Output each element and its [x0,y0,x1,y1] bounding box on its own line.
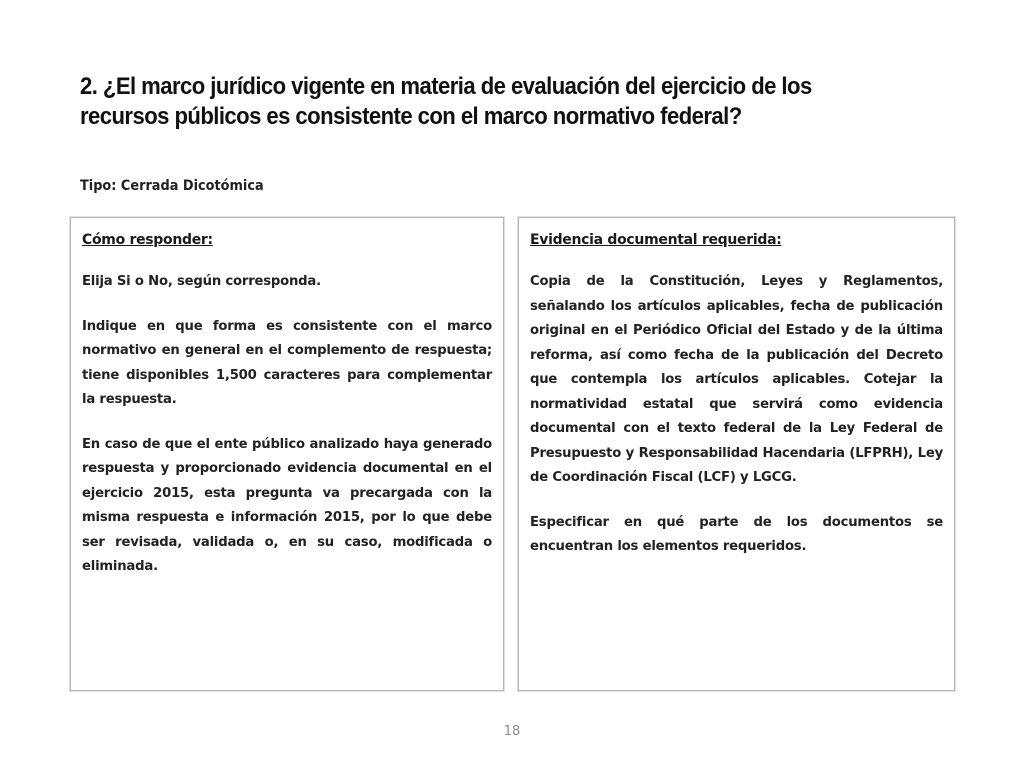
question-title: 2. ¿El marco jurídico vigente en materia de evaluación del ejercicio de los recursos públicos es consistente con el marco normativo federal? [80,73,812,130]
page-number: 18 [503,724,521,739]
how-to-answer-panel [70,217,504,691]
instruction-paragraph: Indique en que forma es consistente con el marco normativo en general en el complemento de respuesta; tiene disponibles 1,500 caracteres para complementar la respuesta. [82,318,492,407]
instruction-paragraph: En caso de que el ente público analizado haya generado respuesta y proporcionado evidencia documental en el ejercicio 2015, esta pregunta va precargada con la misma respuesta e información 2015, por lo que debe ser revisada, validada o, en su caso, modificada o eliminada. [82,436,492,574]
evidence-paragraph: Copia de la Constitución, Leyes y Reglamentos, señalando los artículos aplicables, fecha de publicación original en el Periódico Oficial del Estado y de la última reforma, así como fecha de la publicación del Decreto que contempla los artículos aplicables. Cotejar la normatividad estatal que servirá como evidencia documental con el texto federal de la Ley Federal de Presupuesto y Responsabilidad Hacendaria (LFPRH), Ley de Coordinación Fiscal (LCF) y LGCG. [530,274,943,485]
required-evidence-panel [518,217,955,691]
evidence-paragraph: Especificar en qué parte de los documentos se encuentran los elementos requeridos. [530,514,943,554]
instruction-paragraph: Elija Si o No, según corresponda. [82,274,321,289]
question-type: Tipo: Cerrada Dicotómica [80,178,264,194]
how-to-answer-heading: Cómo responder: [82,232,213,248]
required-evidence-heading: Evidencia documental requerida: [530,232,782,248]
